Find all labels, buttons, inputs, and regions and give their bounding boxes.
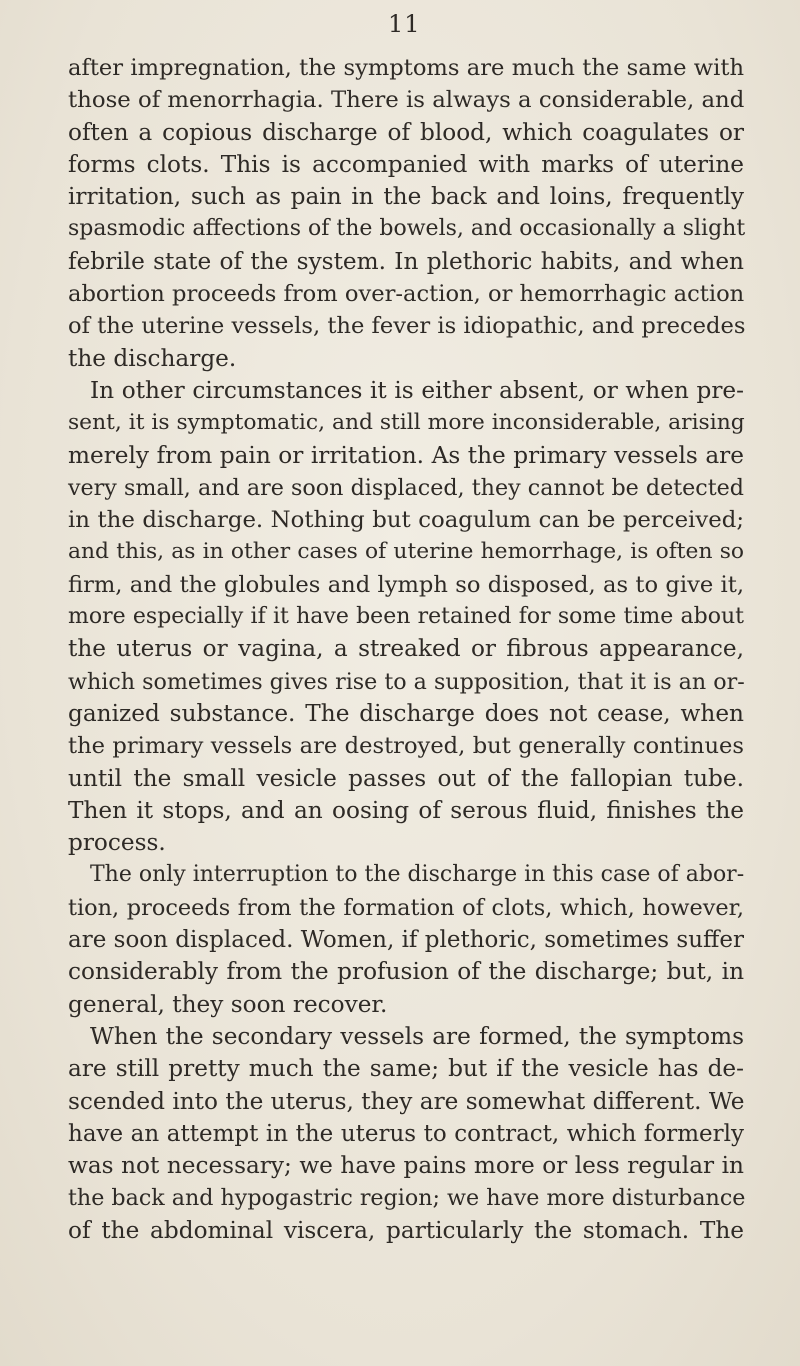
text-line: those of menorrhagia. There is always a considerable, and [68,87,745,114]
text-line: ganized substance. The discharge does not cease, when [68,699,744,727]
text-line: which sometimes gives rise to a supposition, that it is an or- [68,668,745,695]
text-line: forms clots. This is accompanied with marks of uterine [68,150,744,178]
text-line: and this, as in other cases of uterine hemorrhage, is often so [68,539,744,565]
text-line: spasmodic affections of the bowels, and occasionally a slight [68,216,746,242]
text-line: the back and hypogastric region; we have more disturbance [68,1185,746,1212]
text-line: after impregnation, the symptoms are much the same with [68,55,744,81]
text-line: in the discharge. Nothing but coagulum can be perceived; [68,507,744,534]
text-line: the discharge. [68,344,237,372]
text-line: abortion proceeds from over-action, or hemorrhagic action [68,281,745,308]
text-line: firm, and the globules and lymph so disposed, as to give it, [68,571,744,598]
text-line: The only interruption to the discharge in this case of abor- [90,862,745,888]
text-line: the uterus or vagina, a streaked or fibrous appearance, [68,635,744,663]
text-line: In other circumstances it is either absent, or when pre- [90,376,744,404]
text-line: often a copious discharge of blood, which coagulates or [68,118,744,146]
text-line: have an attempt in the uterus to contract, which formerly [68,1120,744,1147]
text-line: considerably from the profusion of the discharge; but, in [68,958,744,986]
body-text [68,52,744,1247]
text-line: are still pretty much the same; but if the vesicle has de- [68,1055,744,1083]
text-line: process. [68,829,166,857]
text-line: very small, and are soon displaced, they cannot be detected [68,474,744,501]
text-line: merely from pain or irritation. As the primary vessels are [68,441,744,469]
text-line: are soon displaced. Women, if plethoric, sometimes suffer [68,927,744,954]
text-line: irritation, such as pain in the back and loins, frequently [68,183,744,211]
text-line: the primary vessels are destroyed, but generally continues [68,733,744,760]
text-line: Then it stops, and an oosing of serous fluid, finishes the [68,796,744,824]
text-line: sent, it is symptomatic, and still more inconsiderable, arising [68,410,745,436]
text-line: febrile state of the system. In plethoric habits, and when [68,247,744,275]
text-line: When the secondary vessels are formed, the symptoms [90,1022,744,1050]
page-number: 11 [388,10,421,38]
text-line: of the uterine vessels, the fever is idiopathic, and precedes [68,313,746,340]
text-line: tion, proceeds from the formation of clots, which, however, [68,894,744,921]
text-line: until the small vesicle passes out of the fallopian tube. [68,764,744,792]
text-line: scended into the uterus, they are somewhat different. We [68,1087,745,1115]
text-line: general, they soon recover. [68,990,388,1018]
text-line: of the abdominal viscera, particularly the stomach. The [68,1216,744,1244]
text-line: was not necessary; we have pains more or less regular in [68,1152,744,1180]
text-line: more especially if it have been retained for some time about [68,604,744,630]
